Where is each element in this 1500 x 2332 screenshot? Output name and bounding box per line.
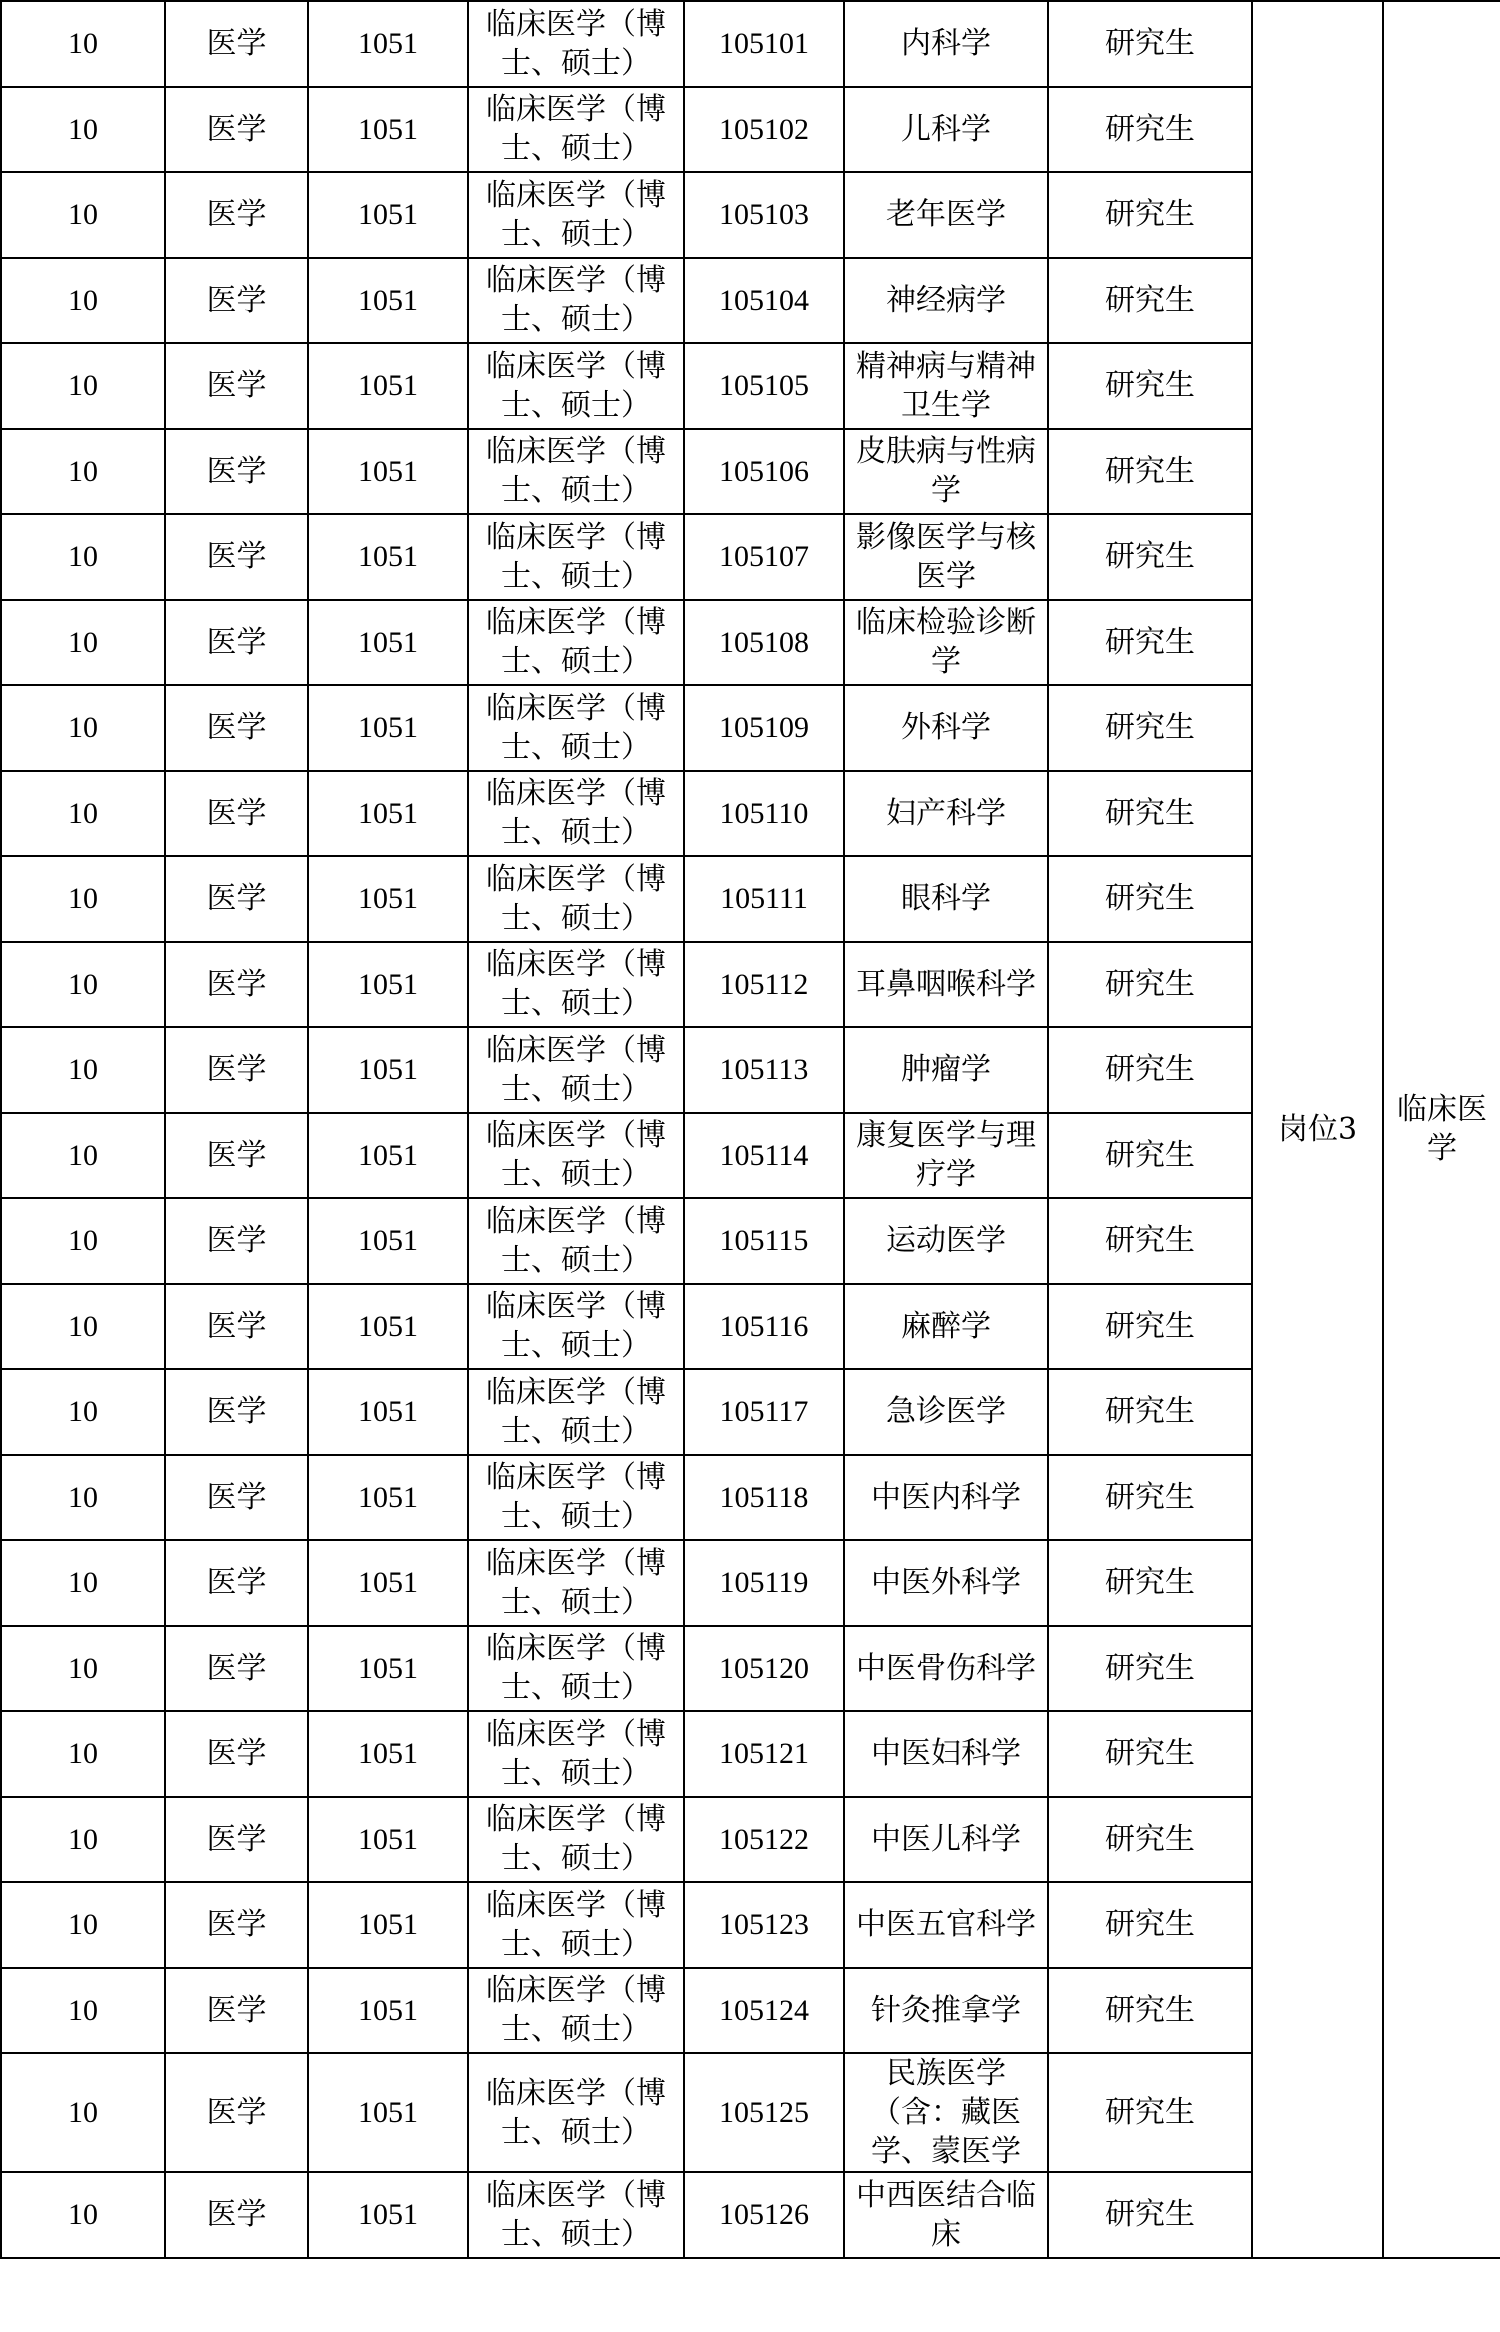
category-code-cell: 10 <box>1 1968 165 2054</box>
major-code-cell: 105124 <box>684 1968 844 2054</box>
class-code-cell: 1051 <box>308 1626 468 1712</box>
category-cell: 医学 <box>165 1882 308 1968</box>
class-name-cell: 临床医学（博士、硕士） <box>468 87 684 173</box>
category-code-cell: 10 <box>1 1198 165 1284</box>
category-cell: 医学 <box>165 87 308 173</box>
category-code-cell: 10 <box>1 685 165 771</box>
class-code-cell: 1051 <box>308 429 468 515</box>
education-cell: 研究生 <box>1048 600 1252 686</box>
major-name-cell: 精神病与精神卫生学 <box>844 343 1048 429</box>
class-code-cell: 1051 <box>308 1 468 87</box>
major-name-cell: 妇产科学 <box>844 771 1048 857</box>
category-code-cell: 10 <box>1 343 165 429</box>
category-cell: 医学 <box>165 2053 308 2172</box>
education-cell: 研究生 <box>1048 685 1252 771</box>
major-name-cell: 麻醉学 <box>844 1284 1048 1370</box>
class-name-cell: 临床医学（博士、硕士） <box>468 771 684 857</box>
class-code-cell: 1051 <box>308 2053 468 2172</box>
category-cell: 医学 <box>165 172 308 258</box>
major-name-cell: 儿科学 <box>844 87 1048 173</box>
class-name-cell: 临床医学（博士、硕士） <box>468 172 684 258</box>
class-name-cell: 临床医学（博士、硕士） <box>468 1797 684 1883</box>
major-code-cell: 105105 <box>684 343 844 429</box>
major-code-cell: 105119 <box>684 1540 844 1626</box>
major-name-cell: 耳鼻咽喉科学 <box>844 942 1048 1028</box>
class-name-cell: 临床医学（博士、硕士） <box>468 942 684 1028</box>
major-code-cell: 105113 <box>684 1027 844 1113</box>
major-code-cell: 105110 <box>684 771 844 857</box>
major-name-cell: 中医外科学 <box>844 1540 1048 1626</box>
category-cell: 医学 <box>165 942 308 1028</box>
category-cell: 医学 <box>165 600 308 686</box>
class-code-cell: 1051 <box>308 1968 468 2054</box>
major-name-cell: 肿瘤学 <box>844 1027 1048 1113</box>
class-name-cell: 临床医学（博士、硕士） <box>468 1027 684 1113</box>
table-row <box>1 1 1500 87</box>
class-code-cell: 1051 <box>308 1455 468 1541</box>
category-code-cell: 10 <box>1 1626 165 1712</box>
category-cell: 医学 <box>165 1797 308 1883</box>
major-code-cell: 105116 <box>684 1284 844 1370</box>
category-code-cell: 10 <box>1 600 165 686</box>
major-code-cell: 105121 <box>684 1711 844 1797</box>
education-cell: 研究生 <box>1048 87 1252 173</box>
education-cell: 研究生 <box>1048 1284 1252 1370</box>
major-code-cell: 105109 <box>684 685 844 771</box>
education-cell: 研究生 <box>1048 1 1252 87</box>
education-cell: 研究生 <box>1048 514 1252 600</box>
required-major-cell: 临床医学 <box>1383 1 1500 2258</box>
class-name-cell: 临床医学（博士、硕士） <box>468 1284 684 1370</box>
major-name-cell: 神经病学 <box>844 258 1048 344</box>
class-code-cell: 1051 <box>308 1369 468 1455</box>
major-name-cell: 中医五官科学 <box>844 1882 1048 1968</box>
category-code-cell: 10 <box>1 942 165 1028</box>
class-name-cell: 临床医学（博士、硕士） <box>468 1882 684 1968</box>
class-name-cell: 临床医学（博士、硕士） <box>468 343 684 429</box>
major-code-cell: 105103 <box>684 172 844 258</box>
class-code-cell: 1051 <box>308 343 468 429</box>
major-code-cell: 105118 <box>684 1455 844 1541</box>
major-name-cell: 针灸推拿学 <box>844 1968 1048 2054</box>
class-code-cell: 1051 <box>308 258 468 344</box>
major-code-cell: 105125 <box>684 2053 844 2172</box>
category-code-cell: 10 <box>1 87 165 173</box>
major-name-cell: 皮肤病与性病学 <box>844 429 1048 515</box>
category-cell: 医学 <box>165 514 308 600</box>
category-cell: 医学 <box>165 1113 308 1199</box>
education-cell: 研究生 <box>1048 258 1252 344</box>
education-cell: 研究生 <box>1048 1027 1252 1113</box>
category-cell: 医学 <box>165 1968 308 2054</box>
major-code-cell: 105114 <box>684 1113 844 1199</box>
category-code-cell: 10 <box>1 429 165 515</box>
category-cell: 医学 <box>165 1540 308 1626</box>
major-code-cell: 105122 <box>684 1797 844 1883</box>
category-cell: 医学 <box>165 1369 308 1455</box>
category-cell: 医学 <box>165 1626 308 1712</box>
major-code-cell: 105104 <box>684 258 844 344</box>
category-code-cell: 10 <box>1 1113 165 1199</box>
category-cell: 医学 <box>165 1027 308 1113</box>
category-cell: 医学 <box>165 1455 308 1541</box>
major-code-cell: 105112 <box>684 942 844 1028</box>
category-code-cell: 10 <box>1 258 165 344</box>
class-name-cell: 临床医学（博士、硕士） <box>468 258 684 344</box>
class-code-cell: 1051 <box>308 600 468 686</box>
major-name-cell: 影像医学与核医学 <box>844 514 1048 600</box>
class-code-cell: 1051 <box>308 87 468 173</box>
class-name-cell: 临床医学（博士、硕士） <box>468 1968 684 2054</box>
class-code-cell: 1051 <box>308 771 468 857</box>
class-code-cell: 1051 <box>308 1198 468 1284</box>
class-code-cell: 1051 <box>308 1797 468 1883</box>
category-cell: 医学 <box>165 429 308 515</box>
major-code-cell: 105106 <box>684 429 844 515</box>
class-name-cell: 临床医学（博士、硕士） <box>468 1626 684 1712</box>
class-name-cell: 临床医学（博士、硕士） <box>468 1 684 87</box>
class-name-cell: 临床医学（博士、硕士） <box>468 1540 684 1626</box>
category-code-cell: 10 <box>1 172 165 258</box>
class-code-cell: 1051 <box>308 1882 468 1968</box>
education-cell: 研究生 <box>1048 856 1252 942</box>
class-code-cell: 1051 <box>308 1027 468 1113</box>
major-name-cell: 眼科学 <box>844 856 1048 942</box>
class-code-cell: 1051 <box>308 1711 468 1797</box>
education-cell: 研究生 <box>1048 343 1252 429</box>
education-cell: 研究生 <box>1048 1369 1252 1455</box>
category-cell: 医学 <box>165 2172 308 2258</box>
education-cell: 研究生 <box>1048 429 1252 515</box>
education-cell: 研究生 <box>1048 2172 1252 2258</box>
class-name-cell: 临床医学（博士、硕士） <box>468 1455 684 1541</box>
major-code-cell: 105115 <box>684 1198 844 1284</box>
category-code-cell: 10 <box>1 1797 165 1883</box>
category-code-cell: 10 <box>1 1 165 87</box>
category-code-cell: 10 <box>1 514 165 600</box>
education-cell: 研究生 <box>1048 1968 1252 2054</box>
class-code-cell: 1051 <box>308 1113 468 1199</box>
major-name-cell: 中医骨伤科学 <box>844 1626 1048 1712</box>
education-cell: 研究生 <box>1048 1882 1252 1968</box>
education-cell: 研究生 <box>1048 172 1252 258</box>
major-code-cell: 105102 <box>684 87 844 173</box>
class-code-cell: 1051 <box>308 514 468 600</box>
major-name-cell: 中医妇科学 <box>844 1711 1048 1797</box>
class-name-cell: 临床医学（博士、硕士） <box>468 600 684 686</box>
category-code-cell: 10 <box>1 1027 165 1113</box>
class-name-cell: 临床医学（博士、硕士） <box>468 685 684 771</box>
major-code-cell: 105126 <box>684 2172 844 2258</box>
education-cell: 研究生 <box>1048 1626 1252 1712</box>
education-cell: 研究生 <box>1048 942 1252 1028</box>
class-code-cell: 1051 <box>308 942 468 1028</box>
education-cell: 研究生 <box>1048 1797 1252 1883</box>
category-code-cell: 10 <box>1 2053 165 2172</box>
category-code-cell: 10 <box>1 1455 165 1541</box>
category-code-cell: 10 <box>1 1369 165 1455</box>
major-name-cell: 民族医学（含：藏医学、蒙医学 <box>844 2053 1048 2172</box>
education-cell: 研究生 <box>1048 2053 1252 2172</box>
category-code-cell: 10 <box>1 1711 165 1797</box>
class-name-cell: 临床医学（博士、硕士） <box>468 2053 684 2172</box>
class-code-cell: 1051 <box>308 2172 468 2258</box>
category-code-cell: 10 <box>1 1540 165 1626</box>
major-code-cell: 105108 <box>684 600 844 686</box>
category-cell: 医学 <box>165 685 308 771</box>
class-name-cell: 临床医学（博士、硕士） <box>468 1369 684 1455</box>
class-code-cell: 1051 <box>308 856 468 942</box>
major-name-cell: 中西医结合临床 <box>844 2172 1048 2258</box>
major-name-cell: 运动医学 <box>844 1198 1048 1284</box>
class-code-cell: 1051 <box>308 172 468 258</box>
education-cell: 研究生 <box>1048 1711 1252 1797</box>
class-name-cell: 临床医学（博士、硕士） <box>468 429 684 515</box>
class-name-cell: 临床医学（博士、硕士） <box>468 1198 684 1284</box>
class-name-cell: 临床医学（博士、硕士） <box>468 2172 684 2258</box>
major-code-cell: 105101 <box>684 1 844 87</box>
major-code-cell: 105107 <box>684 514 844 600</box>
class-name-cell: 临床医学（博士、硕士） <box>468 1711 684 1797</box>
category-cell: 医学 <box>165 343 308 429</box>
major-name-cell: 老年医学 <box>844 172 1048 258</box>
class-name-cell: 临床医学（博士、硕士） <box>468 1113 684 1199</box>
class-code-cell: 1051 <box>308 1540 468 1626</box>
education-cell: 研究生 <box>1048 1113 1252 1199</box>
table-body <box>1 1 1500 2258</box>
category-cell: 医学 <box>165 1284 308 1370</box>
education-cell: 研究生 <box>1048 1198 1252 1284</box>
major-code-cell: 105111 <box>684 856 844 942</box>
category-cell: 医学 <box>165 1711 308 1797</box>
major-code-cell: 105123 <box>684 1882 844 1968</box>
category-cell: 医学 <box>165 856 308 942</box>
category-code-cell: 10 <box>1 2172 165 2258</box>
major-name-cell: 急诊医学 <box>844 1369 1048 1455</box>
category-cell: 医学 <box>165 1 308 87</box>
post-cell: 岗位3 <box>1252 1 1383 2258</box>
major-code-cell: 105120 <box>684 1626 844 1712</box>
major-name-cell: 中医内科学 <box>844 1455 1048 1541</box>
class-code-cell: 1051 <box>308 685 468 771</box>
class-name-cell: 临床医学（博士、硕士） <box>468 856 684 942</box>
category-cell: 医学 <box>165 258 308 344</box>
class-code-cell: 1051 <box>308 1284 468 1370</box>
major-name-cell: 临床检验诊断学 <box>844 600 1048 686</box>
major-name-cell: 中医儿科学 <box>844 1797 1048 1883</box>
category-code-cell: 10 <box>1 856 165 942</box>
major-name-cell: 康复医学与理疗学 <box>844 1113 1048 1199</box>
major-name-cell: 内科学 <box>844 1 1048 87</box>
education-cell: 研究生 <box>1048 1455 1252 1541</box>
education-cell: 研究生 <box>1048 1540 1252 1626</box>
class-name-cell: 临床医学（博士、硕士） <box>468 514 684 600</box>
category-cell: 医学 <box>165 771 308 857</box>
category-code-cell: 10 <box>1 1882 165 1968</box>
major-code-cell: 105117 <box>684 1369 844 1455</box>
major-name-cell: 外科学 <box>844 685 1048 771</box>
category-code-cell: 10 <box>1 771 165 857</box>
category-cell: 医学 <box>165 1198 308 1284</box>
category-code-cell: 10 <box>1 1284 165 1370</box>
education-cell: 研究生 <box>1048 771 1252 857</box>
